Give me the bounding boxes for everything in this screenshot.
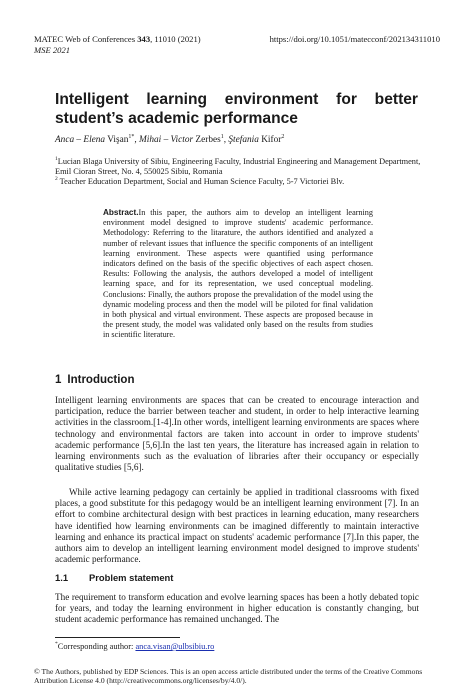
conference-name: MSE 2021 bbox=[34, 45, 71, 55]
affiliation-1: $^1$Lucian Blaga University of Sibiu, Engineering Faculty, Industrial Engineering and Management Department, Emil Cioran Street, No. 4, 550025 Sibiu, Romania bbox=[55, 156, 421, 177]
intro-paragraph-1: Intelligent learning environments are spaces that can be created to encourage interaction and participation, reduce the barrier between teacher and student, in order to help interactive learning activities in the classroom.[1-4].In other words, intelligent learning environments are spaces where technology and environmental factors are taken into account in order to improve students' academic performance [5,6].In the last ten years, the literature has increased again in relation to learning environments such as the evaluation of libraries after their occupancy or especially qualitative studies [5,6]. bbox=[55, 395, 419, 473]
license-notice: © The Authors, published by EDP Sciences. This is an open access article distributed under the terms of the Creative Commons Attribution License 4.0 (http://creativecommons.org/licenses/by/4.0/). bbox=[34, 667, 423, 686]
journal-citation: MATEC Web of Conferences 343, 11010 (2021) bbox=[34, 34, 201, 44]
affiliations bbox=[55, 157, 425, 188]
paper-title bbox=[55, 90, 418, 128]
author-list: Anca – Elena Vişan$^{1*}$, Mihai – Victor Zerbes$^1$, Ştefania Kifor$^2$ bbox=[55, 133, 285, 145]
abstract bbox=[103, 208, 373, 341]
abstract-text: In this paper, the authors aim to develop an intelligent learning environment model designed to improve students' academic performance. Methodology: Referring to the litarature, the authors identified and analyzed a number of relevant issues that influence the specific components of an intelligent learning environment. These aspects were quantified using performance indicators defined on the basis of the specific objectives of each aspect chosen. Results: Following the analysis, the authors developed a model of intelligent learning space, and for its representation, we used conceptual modeling. Conclusions: Finally, the authors propose the prevalidation of the model using the dynamic modeling process and then the model will be piloted for final validation in both physical and virtual environment. These aspects are proposed because in the present study, the model was validated only based on the results from studies in scientific literature. bbox=[103, 208, 373, 340]
doi-link[interactable]: https://doi.org/10.1051/matecconf/202134311010 bbox=[269, 34, 440, 44]
intro-paragraph-2: While active learning pedagogy can certainly be applied in traditional classrooms with fixed places, a good substitute for this pedagogy would be an intelligent learning environment [7]. In an effort to combine architectural design with best practices in learning education, many researchers have identified how learning environments can be imagined differently to maintain interactive learning and enhance its practical impact on students' academic performance [7].In this paper, the authors aim to develop an intelligent learning environment model designed to improve students' academic performance. bbox=[55, 487, 419, 565]
running-header-left bbox=[34, 34, 201, 56]
title-line-2: student’s academic performance bbox=[55, 110, 298, 127]
footnote-divider bbox=[55, 637, 180, 638]
affiliation-2: $^2$ Teacher Education Department, Social and Human Science Faculty, 5-7 Victoriei Blv. bbox=[55, 176, 345, 187]
abstract-label: Abstract. bbox=[103, 208, 139, 217]
title-line-1: Intelligent learning environment for better bbox=[55, 91, 418, 108]
corresponding-author-footnote: *Corresponding author: anca.visan@ulbsibiu.ro bbox=[55, 641, 215, 651]
subsection-heading-problem-statement: 1.1 Problem statement bbox=[55, 572, 174, 583]
section-heading-introduction: 1 Introduction bbox=[55, 374, 135, 386]
author-email-link[interactable]: anca.visan@ulbsibiu.ro bbox=[135, 642, 215, 651]
problem-statement-paragraph: The requirement to transform education and evolve learning spaces has been a hotly debated topic for years, and today the learning environment in higher education is constantly changing, but student academic performance has remained unchanged. The bbox=[55, 592, 419, 625]
